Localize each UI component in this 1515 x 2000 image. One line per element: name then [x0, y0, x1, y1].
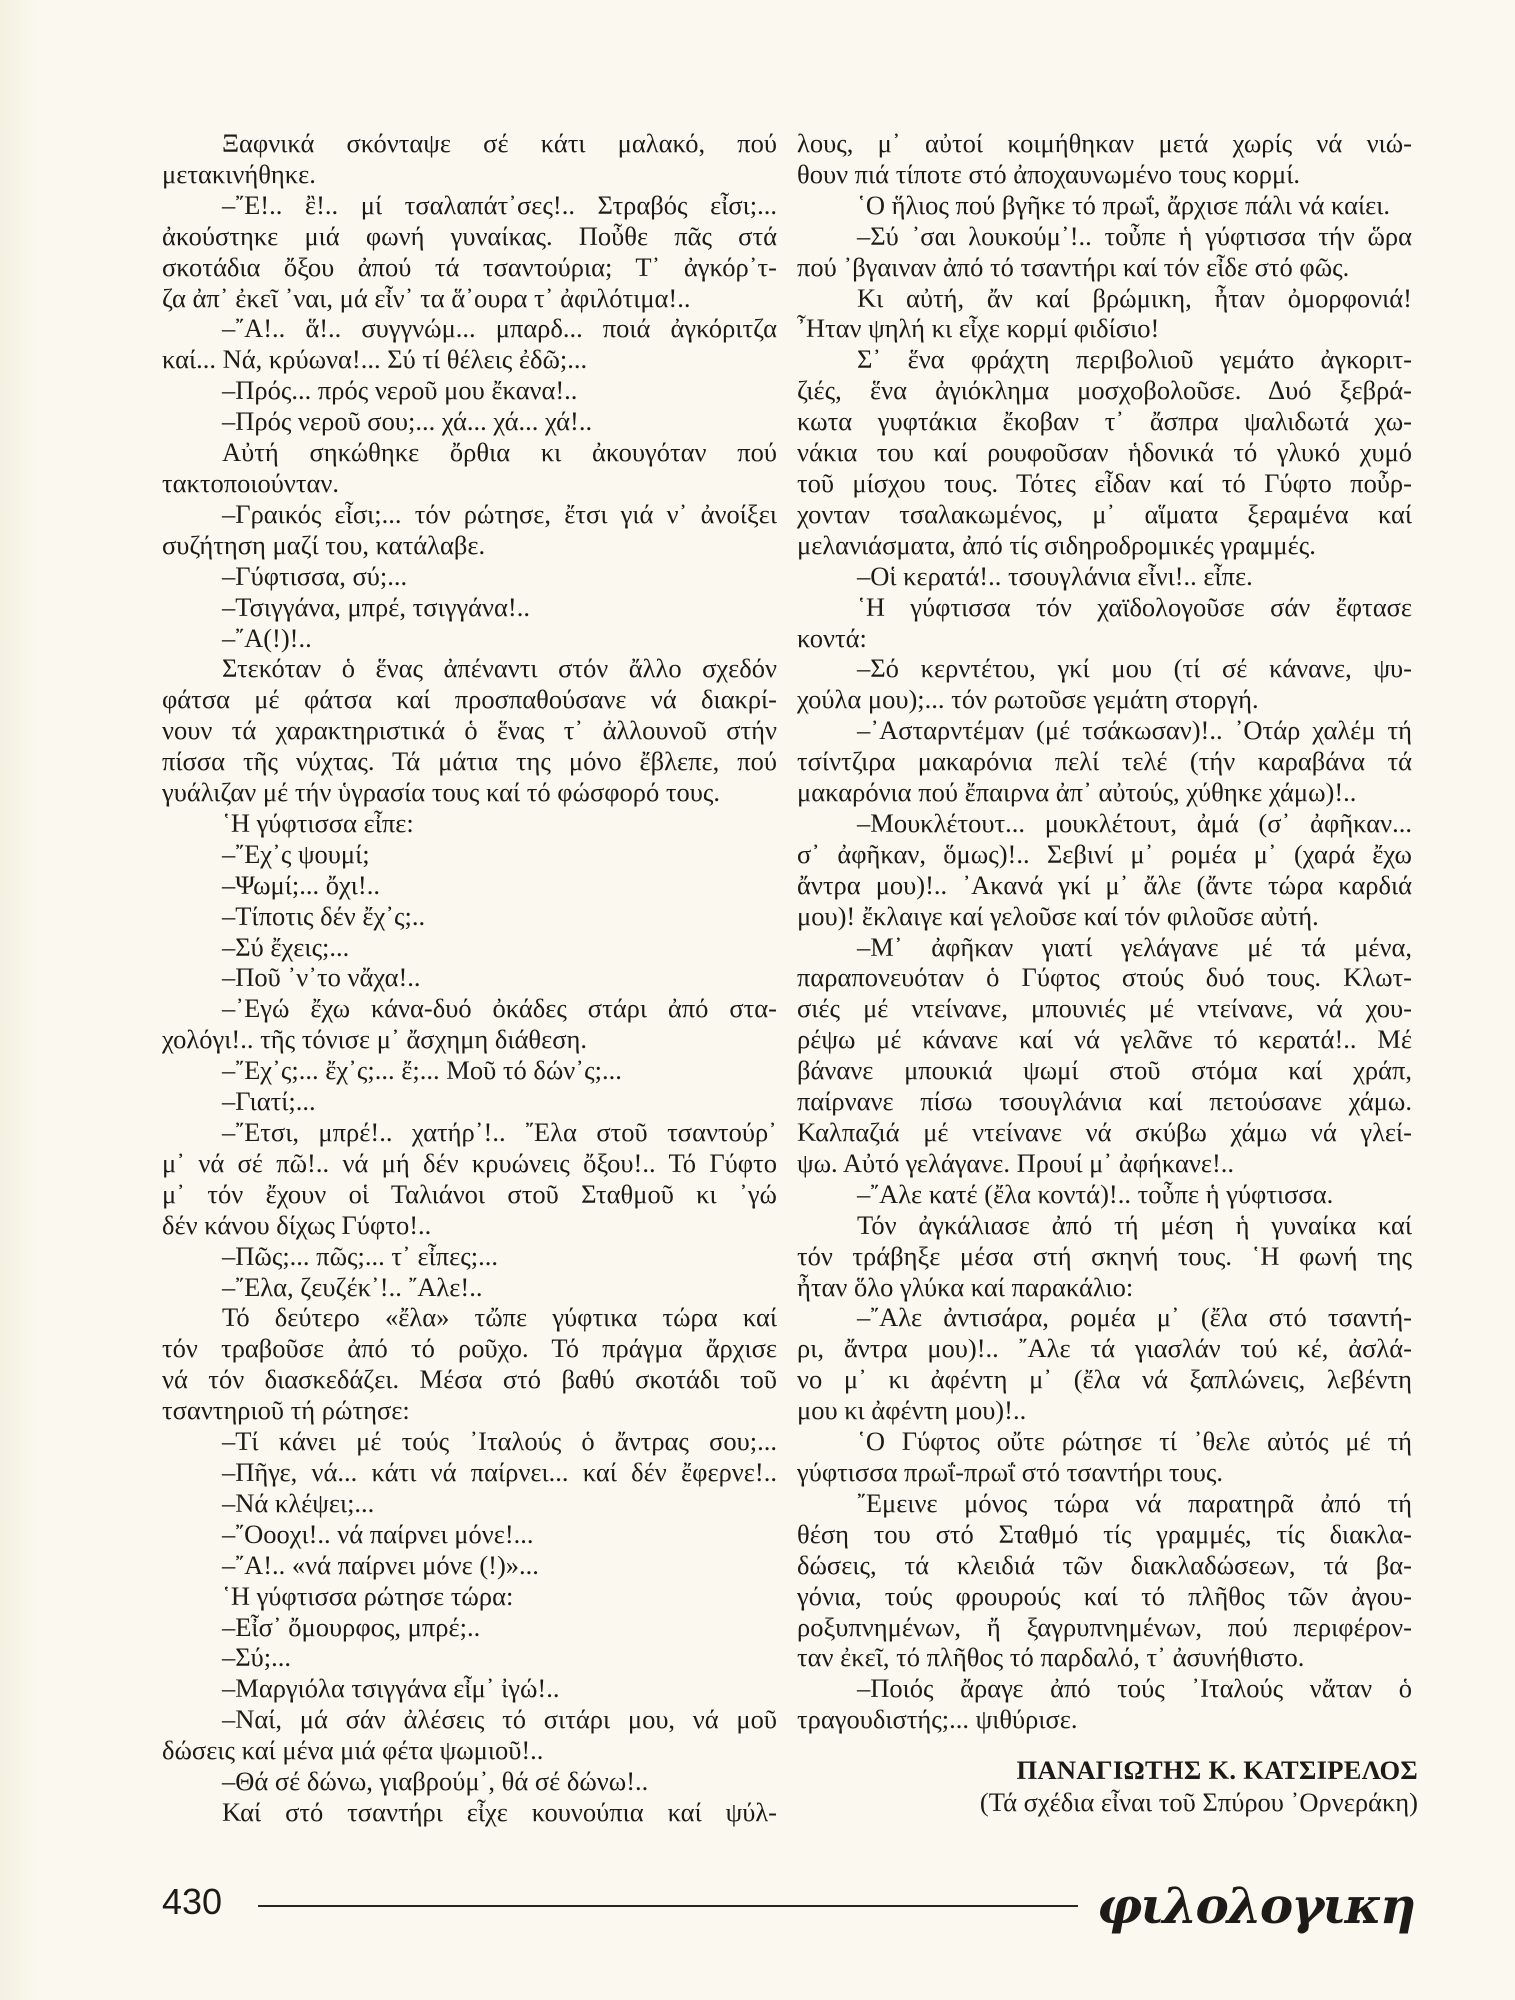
text-line: καί... Νά, κρύωνα!... Σύ τί θέλεις ἐδῶ;...: [162, 344, 588, 375]
text-line: θέση του στό Σταθμό τίς γραμμές, τίς διακλα-: [797, 1518, 1412, 1549]
text-line: μου)! ἔκλαιγε καί γελοῦσε καί τόν φιλοῦσε αὐτή.: [797, 900, 1319, 931]
text-line: νουν τά χαρακτηριστικά ὁ ἕνας τ᾽ ἀλλουνοῦ στήν: [162, 715, 777, 746]
text-line: δώσεις καί μένα μιά φέτα ψωμιοῦ!..: [162, 1735, 544, 1766]
text-line: –Πῆγε, νά... κάτι νά παίρνει... καί δέν ἔφερνε!..: [222, 1456, 777, 1487]
text-line: –Ψωμί;... ὄχι!..: [222, 869, 380, 900]
text-line: ῾Ο Γύφτος οὔτε ρώτησε τί ᾽θελε αὐτός μέ τή: [857, 1426, 1412, 1457]
illustration-credit: (Τά σχέδια εἶναι τοῦ Σπύρου ᾽Ορνεράκη): [979, 1787, 1418, 1817]
text-line: –῎Αλε κατέ (ἔλα κοντά)!.. τοὖπε ἡ γύφτισσα.: [857, 1178, 1334, 1209]
text-line: ρέψω μέ κάνανε καί νά γελᾶνε τό κερατά!.. Μέ: [797, 1024, 1412, 1055]
text-line: –῎Α!.. «νά παίρνει μόνε (!)»...: [222, 1549, 539, 1580]
text-line: –῎Ooοχι!.. νά παίρνει μόνε!...: [222, 1518, 534, 1549]
text-line: –Σύ;...: [222, 1642, 292, 1673]
text-line: –Πρός... πρός νεροῦ μου ἔκανα!..: [222, 375, 578, 406]
left-text-column: [162, 128, 777, 1828]
text-line: πίσσα τῆς νύχτας. Τά μάτια της μόνο ἔβλεπε, πού: [162, 746, 777, 777]
text-line: δέν κάνου δίχως Γύφτο!..: [162, 1209, 432, 1240]
text-line: δώσεις, τά κλειδιά τῶν διακλαδώσεων, τά βα-: [797, 1549, 1412, 1580]
text-line: χολόγι!.. τῆς τόνισε μ᾽ ἄσχημη διάθεση.: [162, 1024, 587, 1055]
text-line: γυάλιζαν μέ τήν ὑγρασία τους καί τό φώσφορό τους.: [162, 777, 721, 808]
text-line: παίρνανε πίσω τσουγλάνια καί πετούσανε χάμω.: [797, 1086, 1412, 1117]
text-line: νο μ᾽ κι ἀφέντη μ᾽ (ἔλα νά ξαπλώνεις, λεβέντη: [797, 1364, 1412, 1395]
text-line: βάνανε μπουκιά ψωμί στοῦ στόμα καί χράπ,: [797, 1055, 1412, 1086]
text-line: –Μαργιόλα τσιγγάνα εἶμ᾽ ἰγώ!..: [222, 1673, 560, 1704]
text-line: –Πρός νεροῦ σου;... χά... χά... χά!..: [222, 406, 593, 437]
text-line: νάκια του καί ρουφοῦσαν ἡδονικά τό γλυκό χυμό: [797, 437, 1412, 468]
text-line: –᾽Εγώ ἔχω κάνα-δυό ὀκάδες στάρι ἀπό στα-: [222, 993, 777, 1024]
text-line: –Τσιγγάνα, μπρέ, τσιγγάνα!..: [222, 591, 530, 622]
text-line: μελανιάσματα, ἀπό τίς σιδηροδρομικές γραμμές.: [797, 529, 1316, 560]
text-line: Σ᾽ ἕνα φράχτη περιβολιοῦ γεμάτο ἀγκοριτ-: [857, 344, 1412, 375]
text-line: ῎Εμεινε μόνος τώρα νά παρατηρᾶ ἀπό τή: [857, 1487, 1412, 1518]
text-line: σκοτάδια ὄξου ἀπού τά τσαντούρια; Τ᾽ ἀγκόρ᾽τ-: [162, 251, 777, 282]
text-line: –῎Εχ᾽ς ψουμί;: [222, 838, 370, 869]
text-line: τσαντηριοῦ τή ρώτησε:: [162, 1395, 410, 1426]
text-line: φάτσα μέ φάτσα καί προσπαθούσανε νά διακρί-: [162, 684, 777, 715]
text-line: –῎Εχ᾽ς;... ἔχ᾽ς;... ἔ;... Μοῦ τό δών᾽ς;...: [222, 1055, 622, 1086]
text-line: –Γύφτισσα, σύ;...: [222, 560, 408, 591]
author-name: ΠΑΝΑΓΙΩΤΗΣ Κ. ΚΑΤΣΙΡΕΛΟΣ: [1016, 1755, 1418, 1785]
article-signature: [980, 1754, 1418, 1818]
text-line: τοῦ μίσχου τους. Τότες εἶδαν καί τό Γύφτο ποὖρ-: [797, 467, 1412, 498]
text-line: κωτα γυφτάκια ἔκοβαν τ᾽ ἄσπρα ψαλιδωτά χω-: [797, 406, 1412, 437]
text-line: Κι αὐτή, ἄν καί βρώμικη, ἦταν ὀμορφονιά!: [857, 282, 1412, 313]
text-line: ἦταν ὅλο γλύκα καί παρακάλιο:: [797, 1271, 1134, 1302]
text-line: νά τόν διασκεδάζει. Μέσα στό βαθύ σκοτάδι τοῦ: [162, 1364, 777, 1395]
text-line: ῾Η γύφτισσα τόν χαϊδολογοῦσε σάν ἔφτασε: [857, 591, 1412, 622]
text-line: τόν τραβοῦσε ἀπό τό ροῦχο. Τό πράγμα ἄρχισε: [162, 1333, 777, 1364]
text-line: ἀκούστηκε μιά φωνή γυναίκας. Ποὖθε πᾶς στά: [162, 220, 777, 251]
text-line: μετακινήθηκε.: [162, 158, 316, 189]
text-line: ροξυπνημένων, ἤ ξαγρυπνημένων, πού περιφέρον-: [797, 1611, 1412, 1642]
text-line: μακαρόνια πού ἔπαιρνα ἀπ᾽ αὐτούς, χύθηκε χάμω)!..: [797, 777, 1357, 808]
text-line: τακτοποιούνταν.: [162, 467, 340, 498]
text-line: ψω. Αὐτό γελάγανε. Προυί μ᾽ ἀφήκανε!..: [797, 1147, 1235, 1178]
text-line: –῎Ελα, ζευζέκ᾽!.. ῎Αλε!..: [222, 1271, 483, 1302]
text-line: Καλπαζιά μέ ντείνανε νά σκύβω χάμω νά γλεί-: [797, 1117, 1412, 1147]
text-line: –Γιατί;...: [222, 1086, 316, 1117]
right-text-column: [797, 128, 1412, 1735]
text-line: –Ποῦ ᾽ν᾽το νἄχα!..: [222, 962, 421, 993]
text-line: ῾Ο ἥλιος πού βγῆκε τό πρωΐ, ἄρχισε πάλι νά καίει.: [857, 189, 1391, 220]
text-line: –Σύ ᾽σαι λουκούμ᾽!.. τοὖπε ἡ γύφτισσα τήν ὥρα: [857, 220, 1412, 251]
magazine-logo: φιλολογικη: [1097, 1876, 1415, 1935]
text-line: ῏Ηταν ψηλή κι εἶχε κορμί φιδίσιο!: [797, 313, 1160, 344]
text-line: Αὐτή σηκώθηκε ὄρθια κι ἀκουγόταν πού: [222, 437, 777, 468]
text-line: μου κι ἀφέντη μου)!..: [797, 1395, 1027, 1426]
text-line: –Τί κάνει μέ τούς ᾽Ιταλούς ὁ ἄντρας σου;...: [222, 1426, 777, 1457]
text-line: –῎Αλε ἀντισάρα, ρομέα μ᾽ (ἔλα στό τσαντή-: [857, 1302, 1412, 1333]
text-line: –Μουκλέτουτ... μουκλέτουτ, ἀμά (σ᾽ ἀφῆκαν...: [857, 807, 1412, 838]
text-line: Ξαφνικά σκόνταψε σέ κάτι μαλακό, πού: [222, 128, 777, 158]
text-line: παραπονευόταν ὁ Γύφτος στούς δυό τους. Κλωτ-: [797, 962, 1412, 993]
text-line: Στεκόταν ὁ ἕνας ἀπέναντι στόν ἄλλο σχεδόν: [222, 653, 777, 684]
text-line: –Τίποτις δέν ἔχ᾽ς;..: [222, 900, 426, 931]
text-line: συζήτηση μαζί του, κατάλαβε.: [162, 529, 486, 560]
text-line: ζιές, ἕνα ἀγιόκλημα μοσχοβολοῦσε. Δυό ξεβρά-: [797, 375, 1412, 406]
footer-divider: [258, 1905, 1078, 1907]
text-line: –Θά σέ δώνω, γιαβρούμ᾽, θά σέ δώνω!..: [222, 1766, 649, 1797]
text-line: ῾Η γύφτισσα εἶπε:: [222, 807, 414, 838]
text-line: ἄντρα μου)!.. ᾽Ακανά γκί μ᾽ ἄλε (ἄντε τώρα καρδιά: [797, 869, 1412, 900]
page-number: 430: [162, 1881, 223, 1922]
text-line: –Ναί, μά σάν ἀλέσεις τό σιτάρι μου, νά μοῦ: [222, 1704, 777, 1735]
text-line: Τό δεύτερο «ἔλα» τὤπε γύφτικα τώρα καί: [222, 1302, 777, 1333]
text-line: –῎Ε!.. ἒ!.. μί τσαλαπάτ᾽σες!.. Στραβός εἶσι;...: [222, 189, 777, 220]
text-line: σιές μέ ντείνανε, μπουνιές μέ ντείνανε, νά χου-: [797, 993, 1412, 1024]
text-line: πού ᾽βγαιναν ἀπό τό τσαντήρι καί τόν εἶδε στό φῶς.: [797, 251, 1350, 282]
text-line: ρι, ἄντρα μου)!.. ῎Αλε τά γιασλάν τού κέ, ἀσλά-: [797, 1333, 1412, 1364]
text-line: –Σύ ἔχεις;...: [222, 931, 350, 962]
text-line: –Εἶσ᾽ ὄμουρφος, μπρέ;..: [222, 1611, 481, 1642]
text-line: –Πῶς;... πῶς;... τ᾽ εἶπες;...: [222, 1240, 498, 1271]
text-line: χούλα μου);... τόν ρωτοῦσε γεμάτη στοργή.: [797, 684, 1259, 715]
text-line: –Γραικός εἶσι;... τόν ρώτησε, ἔτσι γιά ν᾽ ἀνοίξει: [222, 498, 777, 529]
text-line: –Σό κερντέτου, γκί μου (τί σέ κάνανε, ψυ-: [857, 653, 1412, 684]
text-line: –῎Α(!)!..: [222, 622, 312, 653]
text-line: θουν πιά τίποτε στό ἀποχαυνωμένο τους κορμί.: [797, 158, 1300, 189]
text-line: γόνια, τούς φρουρούς καί τό πλῆθος τῶν ἀγου-: [797, 1580, 1412, 1611]
text-line: γύφτισσα πρωΐ-πρωΐ στό τσαντήρι τους.: [797, 1456, 1224, 1487]
page-footer: [162, 1876, 1422, 1940]
text-line: λους, μ᾽ αὐτοί κοιμήθηκαν μετά χωρίς νά νιώ-: [797, 128, 1412, 158]
text-line: τσίντζιρα μακαρόνια πελί τελέ (τήν καραβάνα τά: [797, 746, 1412, 777]
text-line: –Οἱ κερατά!.. τσουγλάνια εἶνι!.. εἶπε.: [857, 560, 1253, 591]
text-line: ταν ἐκεῖ, τό πλῆθος τό παρδαλό, τ᾽ ἀσυνήθιστο.: [797, 1642, 1305, 1673]
text-line: ζα ἀπ᾽ ἐκεῖ ᾽ναι, μά εἶν᾽ τα ἅ᾽ουρα τ᾽ ἀφιλότιμα!..: [162, 282, 691, 313]
text-line: –῎Ετσι, μπρέ!.. χατήρ᾽!.. ῎Ελα στοῦ τσαντούρ᾽: [222, 1117, 777, 1147]
text-line: –Ποιός ἄραγε ἀπό τούς ᾽Ιταλούς νἄταν ὁ: [857, 1673, 1412, 1704]
text-line: μ᾽ νά σέ πῶ!.. νά μή δέν κρυώνεις ὄξου!.. Τό Γύφτο: [162, 1147, 777, 1178]
text-line: τραγουδιστής;... ψιθύρισε.: [797, 1704, 1078, 1735]
text-line: σ᾽ ἀφῆκαν, ὅμως)!.. Σεβινί μ᾽ ρομέα μ᾽ (χαρά ἔχω: [797, 838, 1412, 869]
text-line: –᾽Ασταρντέμαν (μέ τσάκωσαν)!.. ᾽Οτάρ χαλέμ τή: [857, 715, 1412, 746]
text-line: –Νά κλέψει;...: [222, 1487, 375, 1518]
text-line: χονταν τσαλακωμένος, μ᾽ αἵματα ξεραμένα καί: [797, 498, 1412, 529]
text-line: μ᾽ τόν ἔχουν οἱ Ταλιάνοι στοῦ Σταθμοῦ κι ᾽γώ: [162, 1178, 777, 1209]
text-line: –῎Α!.. ἅ!.. συγγνώμ... μπαρδ... ποιά ἀγκόριτζα: [222, 313, 777, 344]
text-line: Καί στό τσαντήρι εἶχε κουνούπια καί ψύλ-: [222, 1796, 777, 1827]
text-line: –Μ᾽ ἀφῆκαν γιατί γελάγανε μέ τά μένα,: [857, 931, 1412, 962]
text-line: Τόν ἀγκάλιασε ἀπό τή μέση ἡ γυναίκα καί: [857, 1209, 1412, 1240]
text-line: κοντά:: [797, 622, 867, 653]
text-line: τόν τράβηξε μέσα στή σκηνή τους. ῾Η φωνή της: [797, 1240, 1412, 1271]
text-line: ῾Η γύφτισσα ρώτησε τώρα:: [222, 1580, 514, 1611]
